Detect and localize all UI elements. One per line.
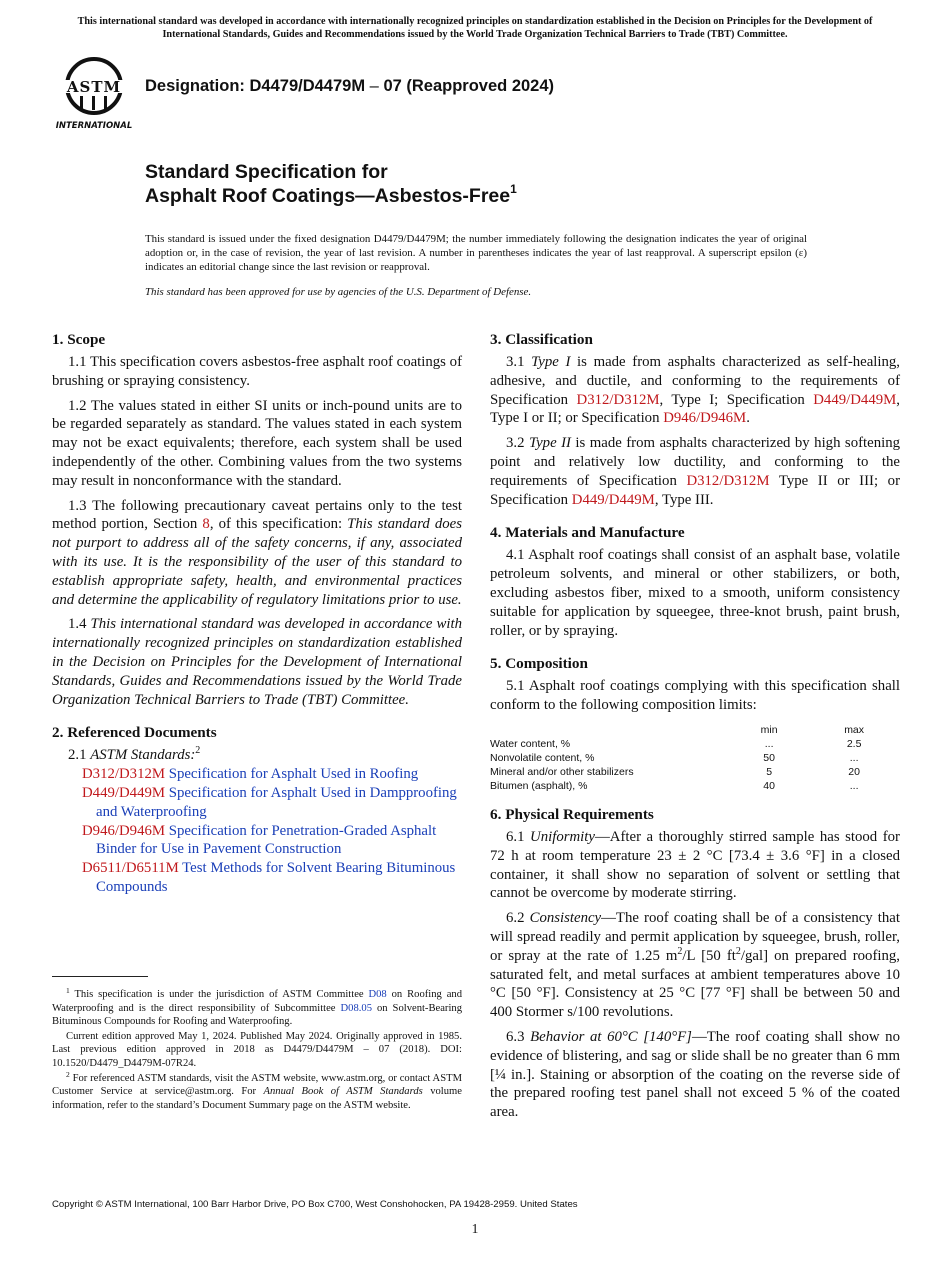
para-6-2-b: /L [50 ft xyxy=(682,947,736,964)
ref-code[interactable]: D946/D946M xyxy=(82,822,166,839)
footnote-divider xyxy=(52,976,148,977)
ref-title[interactable]: Specification for Asphalt Used in Dampproofing and Waterproofing xyxy=(96,784,457,820)
table-row xyxy=(490,779,900,793)
type-i-label: Type I xyxy=(531,354,571,370)
footnote-1-edition: Current edition approved May 1, 2024. Published May 2024. Originally approved in 1985. Last previous edition approved in 2018 as D4479/D4479M – 07 (2018). DOI: 10.1520/D4479_D4479M-07R24. xyxy=(52,1030,462,1069)
para-1-4-num: 1.4 xyxy=(68,616,91,633)
para-6-2-c: /gal] on prepared roofing, saturated felt, and metal surfaces at ambient temperatures above 10 °C [50 °F]. Consistency at 25 °C [77 °F] shall be between 50 and 400 Stormer s/100 revolutions. xyxy=(490,947,900,1021)
ref-code[interactable]: D312/D312M xyxy=(82,766,166,783)
ref-title[interactable]: Specification for Penetration-Graded Asphalt Binder for Use in Pavement Construction xyxy=(96,822,437,858)
fn1-c: on Solvent-Bearing Bituminous Compounds for Roofing and Waterproofing. xyxy=(52,1002,462,1028)
table-row xyxy=(490,751,900,765)
consistency-label: Consistency xyxy=(529,910,602,927)
para-1-4 xyxy=(52,615,462,709)
para-3-1-a: is made from asphalts characterized as self-healing, adhesive, and ductile, and conforming to the requirements of Specification xyxy=(490,354,900,408)
footnotes xyxy=(52,988,462,1113)
para-3-1 xyxy=(490,353,900,428)
para-3-1-num: 3.1 xyxy=(506,354,532,370)
para-3-2-b: Type II or III; or Specification xyxy=(490,472,901,508)
para-1-3 xyxy=(52,497,462,610)
para-3-2 xyxy=(490,434,900,509)
table-row xyxy=(490,737,900,751)
para-1-1: 1.1 This specification covers asbestos-free asphalt roof coatings of brushing or spraying consistency. xyxy=(52,354,462,389)
title-line1: Standard Specification for xyxy=(145,161,388,183)
para-6-2-num: 6.2 xyxy=(506,910,530,927)
para-6-3 xyxy=(490,1028,900,1122)
row-max: 2.5 xyxy=(846,737,862,750)
para-2-1 xyxy=(52,746,462,765)
right-column xyxy=(490,330,900,1128)
para-1-3-mid: , of this specification: xyxy=(209,516,348,533)
committee-d08-link[interactable]: D08 xyxy=(368,989,387,1000)
footnote-2-mark: 2 xyxy=(66,1069,70,1079)
para-5-1: 5.1 Asphalt roof coatings complying with this specification shall conform to the following composition limits: xyxy=(490,678,900,714)
row-min: 40 xyxy=(763,779,775,792)
para-3-1-c: , Type I or II; or Specification xyxy=(490,391,900,427)
para-3-2-num: 3.2 xyxy=(506,435,529,452)
designation-dash: – xyxy=(369,77,379,95)
table-row xyxy=(490,765,900,779)
ref-link-d312[interactable]: D312/D312M xyxy=(576,391,660,408)
fn2-b: volume information, refer to the standard’s Document Summary page on the ASTM website. xyxy=(52,1086,462,1111)
para-1-3-start: 1.3 The following precautionary caveat pertains only to the test method portion, Section xyxy=(52,497,462,533)
tbt-banner: This international standard was developed in accordance with internationally recognized principles on standardization established in the Decision on Principles for the Development of International Standards, Guides and Recommendations issued by the World Trade Organization Technical Barriers to Trade (TBT) Committee. xyxy=(77,16,873,40)
row-max: 20 xyxy=(848,765,860,778)
designation-label: Designation: D4479/D4479M xyxy=(145,77,366,95)
designation-rest: 07 (Reapproved 2024) xyxy=(383,77,555,95)
wto-statement: This international standard was developed in accordance with internationally recognized principles on standardization established in the Decision on Principles for the Development of International Standards, Guides and Recommendations issued by the World Trade Organization Technical Barriers to Trade (TBT) Committee. xyxy=(52,616,462,708)
page-number: 1 xyxy=(471,1221,479,1236)
safety-caveat: This standard does not purport to address all of the safety concerns, if any, associated with its use. It is the responsibility of the user of this standard to establish appropriate safety, health, and environmental practices and determine the applicability of regulatory limitations prior to use. xyxy=(52,516,462,608)
col-header-max: max xyxy=(844,723,865,736)
designation xyxy=(145,77,554,96)
ref-code[interactable]: D6511/D6511M xyxy=(82,860,179,877)
para-6-1 xyxy=(490,828,900,903)
title-footnote-mark: 1 xyxy=(510,182,517,196)
para-6-1-text: —After a thoroughly stirred sample has stood for 72 h at room temperature 23 ± 2 °C [73.4 ± 3.6 °F] in a closed container, it shall show no separation of solvent or settling that cannot be overcome by moderate stirring. xyxy=(490,828,900,902)
para-3-2-a: is made from asphalts characterized by high softening point and relatively low ductility, and conforming to the requirements of Specification xyxy=(490,435,900,489)
ref-item-d6511[interactable] xyxy=(66,859,462,897)
logo-letters: ASTM xyxy=(66,78,122,96)
astm-standards-label: ASTM Standards: xyxy=(90,747,196,764)
logo-subtext: INTERNATIONAL xyxy=(55,121,133,131)
section-refdocs-heading: 2. Referenced Documents xyxy=(52,724,217,742)
para-6-1-num: 6.1 xyxy=(506,828,531,845)
fn1-a: This specification is under the jurisdiction of ASTM Committee xyxy=(69,989,369,1000)
ref-link-d312[interactable]: D312/D312M xyxy=(686,472,770,489)
ref-title[interactable]: Test Methods for Solvent Bearing Bituminous Compounds xyxy=(96,860,456,895)
row-label: Bitumen (asphalt), % xyxy=(490,779,588,792)
type-ii-label: Type II xyxy=(528,435,571,452)
footnote-1-mark: 1 xyxy=(66,986,70,995)
ref-code[interactable]: D449/D449M xyxy=(82,784,166,801)
row-label: Water content, % xyxy=(490,737,571,750)
col-header-min: min xyxy=(760,723,778,736)
ref-item-d312[interactable] xyxy=(66,765,462,784)
section-scope-heading: 1. Scope xyxy=(52,331,106,348)
title-line2: Asphalt Roof Coatings—Asbestos-Free xyxy=(145,185,511,207)
para-6-3-text: —The roof coating shall show no evidence of blistering, and sag or slide shall be no greater than 6 mm [¼ in.]. Staining or absorption of the coating on the reverse side of the prepared roofing test panel shall not exceed 5 % of the coated area. xyxy=(490,1028,900,1121)
fn2-a: For referenced ASTM standards, visit the ASTM website, www.astm.org, or contact ASTM Customer Service at service@astm.org. For xyxy=(52,1072,462,1098)
para-1-2: 1.2 The values stated in either SI units or inch-pound units are to be regarded separately as standard. The values stated in each system may not be exact equivalents; therefore, each system shall be used independently of the other. Combining values from the two systems may result in nonconformance with the standard. xyxy=(52,397,462,489)
ref-link-d946[interactable]: D946/D946M xyxy=(663,410,747,427)
section-classification-heading: 3. Classification xyxy=(490,331,593,348)
ref-item-d946[interactable] xyxy=(66,822,462,860)
section-composition-heading: 5. Composition xyxy=(490,655,588,673)
para-6-2-a: —The roof coating shall be of a consistency that will spread readily and permit application by squeegee, brush, roller, or spray at the rate of 1.25 m xyxy=(490,910,900,964)
footnote-2 xyxy=(52,1069,462,1113)
para-6-3-num: 6.3 xyxy=(506,1028,531,1045)
row-max: ... xyxy=(849,779,859,792)
annual-book-title: Annual Book of ASTM Standards xyxy=(263,1086,423,1098)
row-min: ... xyxy=(764,737,774,750)
composition-table xyxy=(490,723,900,793)
para-3-1-b: , Type I; Specification xyxy=(659,391,814,408)
astm-logo-icon xyxy=(54,56,134,132)
row-label: Mineral and/or other stabilizers xyxy=(490,765,634,778)
footnote-2-mark: 2 xyxy=(195,745,201,757)
ref-link-d449[interactable]: D449/D449M xyxy=(813,391,897,408)
para-4-1: 4.1 Asphalt roof coatings shall consist of an asphalt base, volatile petroleum solvents, and mineral or other stabilizers, or both, excluding asbestos fiber, mixed to a smooth, uniform consistency suitable for application by squeegee, three-knot brush, paint brush, roller, or by spraying. xyxy=(490,547,900,639)
dod-approval: This standard has been approved for use by agencies of the U.S. Department of Defense. xyxy=(145,286,532,298)
ref-title[interactable]: Specification for Asphalt Used in Roofing xyxy=(168,766,419,783)
row-label: Nonvolatile content, % xyxy=(490,751,595,764)
uniformity-label: Uniformity xyxy=(530,828,595,845)
section-8-link[interactable]: 8 xyxy=(202,516,210,533)
behavior-label: Behavior at 60°C [140°F] xyxy=(530,1028,692,1045)
page-title xyxy=(145,160,517,208)
ref-link-d449[interactable]: D449/D449M xyxy=(571,491,655,508)
footnote-1 xyxy=(52,988,462,1029)
row-max: ... xyxy=(849,751,859,764)
row-min: 5 xyxy=(766,765,773,778)
superscript: 2 xyxy=(735,945,741,957)
subcommittee-d0805-link[interactable]: D08.05 xyxy=(340,1002,372,1014)
fn1-b: on Roofing and Waterproofing and is the direct responsibility of Subcommittee xyxy=(52,989,462,1014)
section-materials-heading: 4. Materials and Manufacture xyxy=(490,524,685,542)
preamble: This standard is issued under the fixed designation D4479/D4479M; the number immediately following the designation indicates the year of original adoption or, in the case of revision, the year of last revision. A number in parentheses indicates the year of last reapproval. A superscript epsilon (ε) indicates an editorial change since the last revision or reapproval. xyxy=(145,233,807,274)
row-min: 50 xyxy=(763,751,775,764)
astm-logo xyxy=(54,56,134,132)
para-2-1-num: 2.1 xyxy=(68,747,91,764)
table-header-row xyxy=(490,723,900,737)
para-3-2-c: , Type III. xyxy=(654,491,714,508)
section-physical-heading: 6. Physical Requirements xyxy=(490,805,654,823)
left-column xyxy=(52,330,462,897)
ref-item-d449[interactable] xyxy=(66,784,462,822)
para-3-1-d: . xyxy=(746,410,750,427)
para-6-2 xyxy=(490,909,900,1022)
copyright: Copyright © ASTM International, 100 Barr Harbor Drive, PO Box C700, West Conshohocken, PA 19428-2959. United States xyxy=(52,1199,578,1210)
superscript: 2 xyxy=(677,945,683,957)
